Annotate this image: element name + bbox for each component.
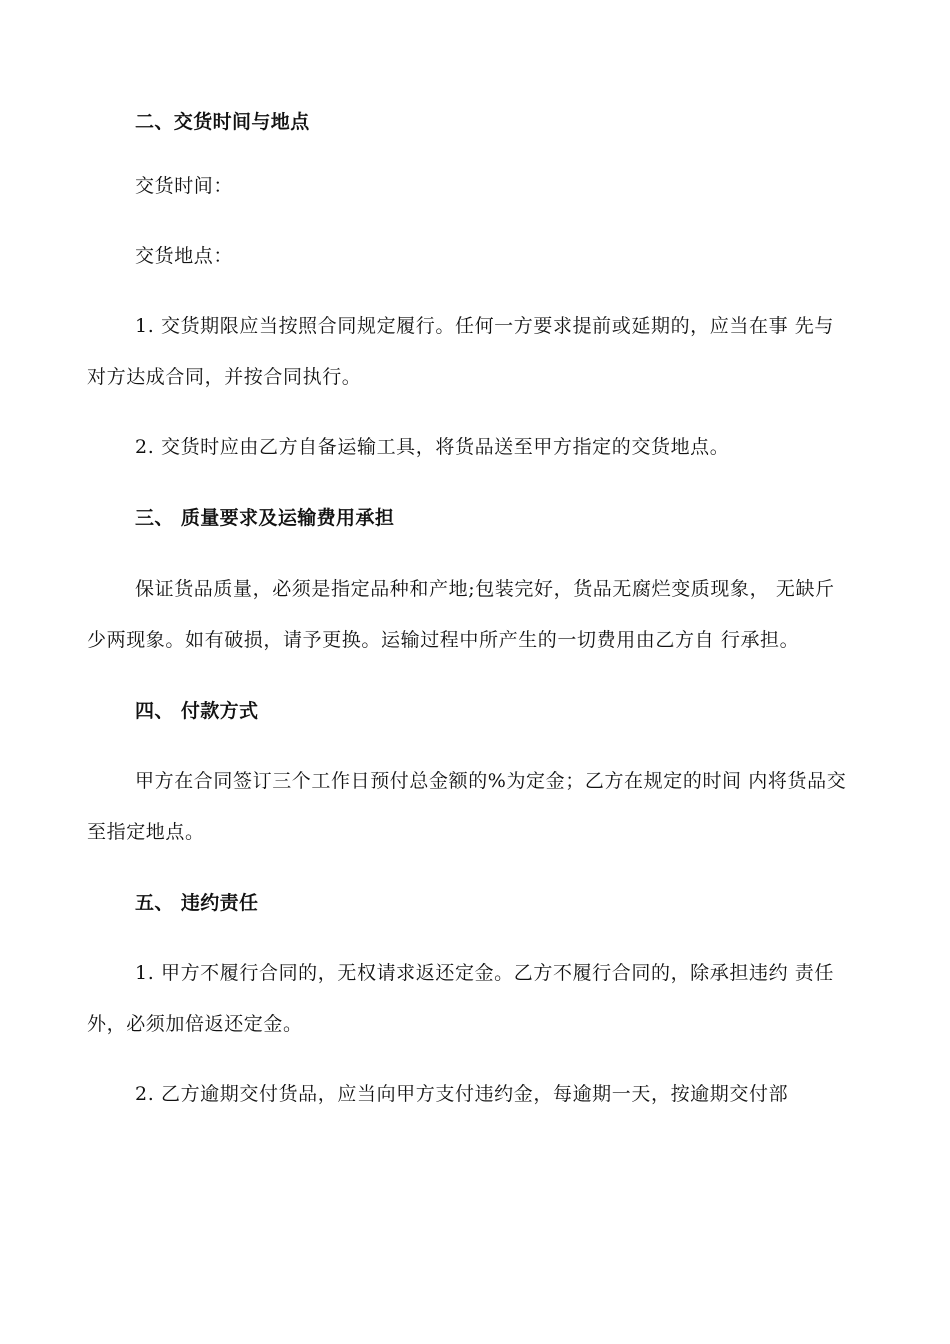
delivery-item-1-line-2: 对方达成合同，并按合同执行。 [87, 366, 362, 388]
liability-item-1-line-2: 外，必须加倍返还定金。 [87, 1013, 303, 1035]
section-heading-payment: 四、 付款方式 [135, 700, 259, 722]
liability-item-1-line-1: 1. 甲方不履行合同的，无权请求返还定金。乙方不履行合同的，除承担违约 责任 [135, 962, 835, 984]
delivery-item-2: 2. 交货时应由乙方自备运输工具，将货品送至甲方指定的交货地点。 [135, 436, 730, 458]
payment-paragraph-line-1: 甲方在合同签订三个工作日预付总金额的%为定金；乙方在规定的时间 内将货品交 [135, 770, 847, 792]
section-heading-liability: 五、 违约责任 [135, 892, 259, 914]
section-heading-delivery: 二、交货时间与地点 [135, 111, 310, 133]
liability-item-2-line-1: 2. 乙方逾期交付货品，应当向甲方支付违约金，每逾期一天，按逾期交付部 [135, 1083, 789, 1105]
delivery-time-label: 交货时间： [135, 175, 234, 197]
quality-paragraph-line-2: 少两现象。如有破损，请予更换。运输过程中所产生的一切费用由乙方自 行承担。 [87, 629, 800, 651]
quality-paragraph-line-1: 保证货品质量，必须是指定品种和产地;包装完好，货品无腐烂变质现象， 无缺斤 [135, 578, 835, 600]
payment-paragraph-line-2: 至指定地点。 [87, 821, 205, 843]
delivery-place-label: 交货地点： [135, 245, 234, 267]
delivery-item-1-line-1: 1. 交货期限应当按照合同规定履行。任何一方要求提前或延期的，应当在事 先与 [135, 315, 835, 337]
section-heading-quality: 三、 质量要求及运输费用承担 [135, 507, 395, 529]
